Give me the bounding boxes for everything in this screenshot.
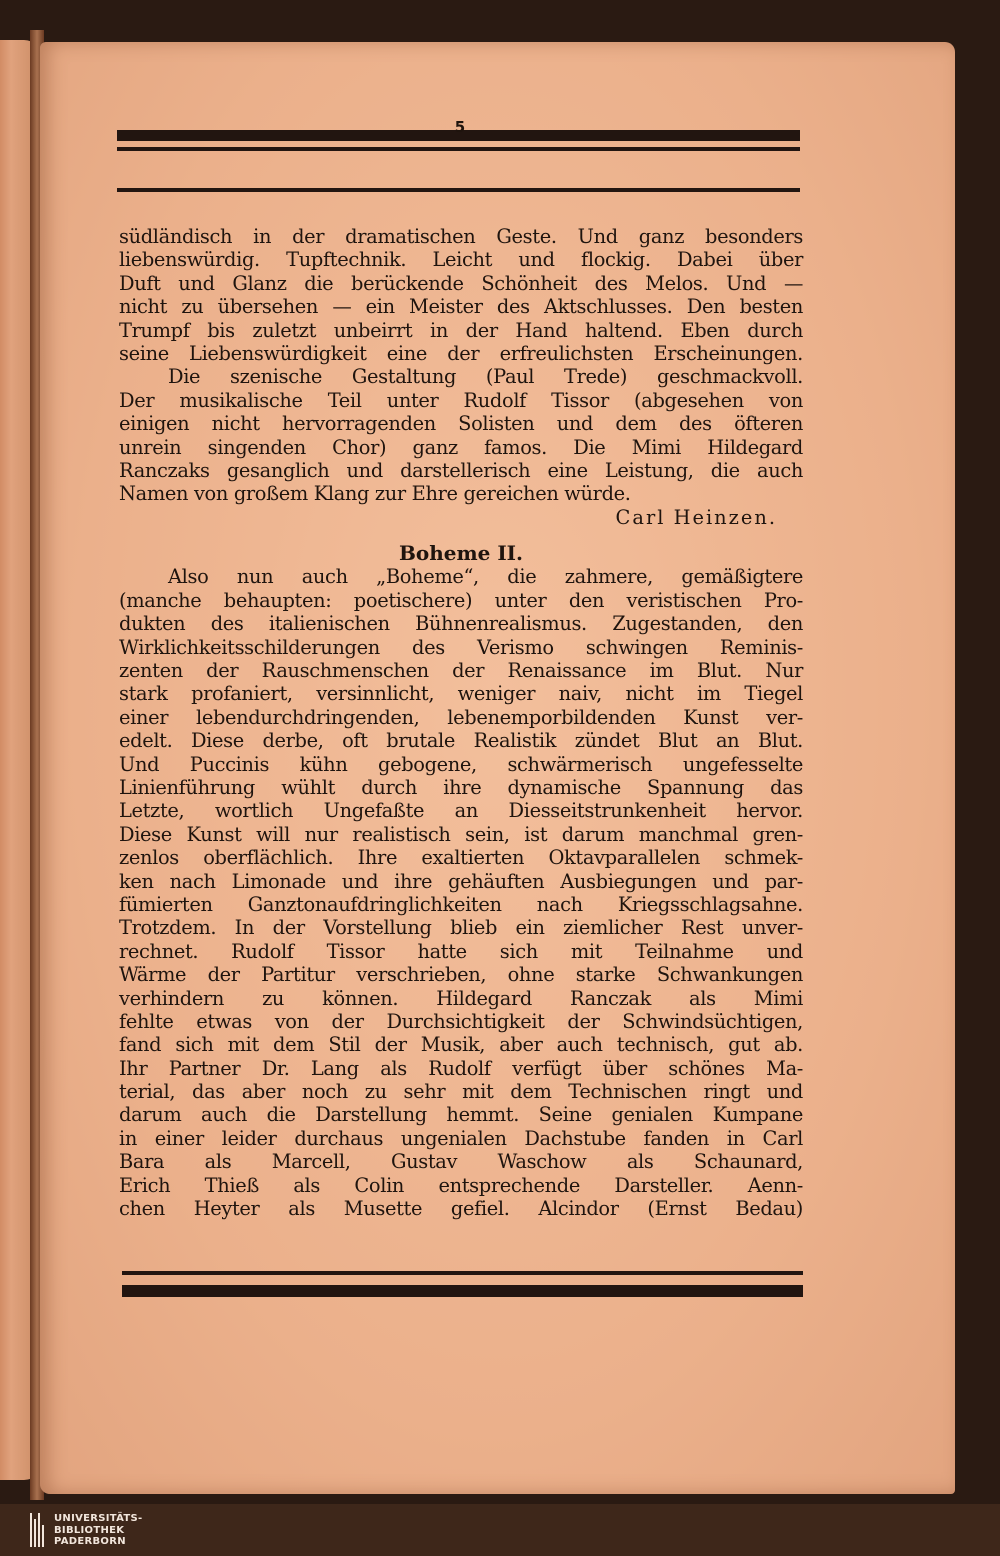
text-line: Ranczaks gesanglich und darstellerisch eine Leistung, die auch (119, 458, 803, 482)
text-line: Letzte, wortlich Ungefaßte an Diesseitstrunkenheit hervor. (119, 799, 803, 823)
text-line: nicht zu übersehen — ein Meister des Aktschlusses. Den besten (119, 295, 803, 319)
text-line: Wirklichkeitsschilderungen des Verismo schwingen Reminis- (119, 635, 803, 659)
page-number: 5 (454, 118, 466, 136)
text-line: rechnet. Rudolf Tissor hatte sich mit Teilnahme und (119, 939, 803, 963)
library-name-line: BIBLIOTHEK (54, 1524, 125, 1536)
text-line: Erich Thieß als Colin entsprechende Darsteller. Aenn- (119, 1173, 803, 1197)
text-line: in einer leider durchaus ungenialen Dachstube fanden in Carl (119, 1126, 803, 1150)
text-line: einer lebendurchdringenden, lebenemporbildenden Kunst ver- (119, 705, 803, 729)
text-line: darum auch die Darstellung hemmt. Seine genialen Kumpane (119, 1103, 803, 1127)
library-name-line: PADERBORN (54, 1536, 126, 1547)
text-line: dukten des italienischen Bühnenrealismus. Zugestanden, den (119, 612, 803, 636)
text-line: Duft und Glanz die berückende Schönheit des Melos. Und — (119, 271, 803, 295)
library-name (54, 1513, 143, 1548)
text-line: Also nun auch „Boheme“, die zahmere, gemäßigtere (168, 565, 803, 589)
text-line: Trumpf bis zuletzt unbeirrt in der Hand haltend. Eben durch (119, 318, 803, 342)
text-line: Wärme der Partitur verschrieben, ohne starke Schwankungen (119, 963, 803, 987)
text-line: ken nach Limonade und ihre gehäuften Ausbiegungen und par- (119, 869, 803, 893)
author-signature: Carl Heinzen. (615, 505, 777, 529)
text-line: einigen nicht hervorragenden Solisten und dem des öfteren (119, 412, 803, 436)
text-line: Der musikalische Teil unter Rudolf Tissor (abgesehen von (119, 388, 803, 412)
top-rule-thin-2 (117, 188, 800, 192)
text-line: edelt. Diese derbe, oft brutale Realistik zündet Blut an Blut. (119, 729, 803, 753)
text-line: chen Heyter als Musette gefiel. Alcindor (Ernst Bedau) (119, 1197, 803, 1221)
section-heading: Boheme II. (398, 541, 524, 566)
body-text (119, 225, 803, 1220)
text-line: fümierten Ganztonaufdringlichkeiten nach Kriegsschlagsahne. (119, 892, 803, 916)
text-line: Trotzdem. In der Vorstellung blieb ein ziemlicher Rest unver- (119, 916, 803, 940)
text-line: liebenswürdig. Tupftechnik. Leicht und flockig. Dabei über (119, 248, 803, 272)
text-line: Namen von großem Klang zur Ehre gereichen würde. (119, 482, 631, 506)
text-line: terial, das aber noch zu sehr mit dem Technischen ringt und (119, 1080, 803, 1104)
library-footer (0, 1504, 1000, 1556)
text-line: (manche behaupten: poetischere) unter den veristischen Pro- (119, 588, 803, 612)
text-line: verhindern zu können. Hildegard Ranczak als Mimi (119, 986, 803, 1010)
library-logo-icon (30, 1513, 44, 1547)
text-line: Die szenische Gestaltung (Paul Trede) geschmackvoll. (168, 365, 803, 389)
bottom-rule-thick (122, 1285, 803, 1297)
text-line: Bara als Marcell, Gustav Waschow als Schaunard, (119, 1150, 803, 1174)
text-line: fand sich mit dem Stil der Musik, aber auch technisch, gut ab. (119, 1033, 803, 1057)
text-line: südländisch in der dramatischen Geste. Und ganz besonders (119, 225, 803, 248)
text-line: unrein singenden Chor) ganz famos. Die Mimi Hildegard (119, 435, 803, 459)
bottom-rule-thin (122, 1271, 803, 1275)
text-line: Diese Kunst will nur realistisch sein, ist darum manchmal gren- (119, 822, 803, 846)
text-line: Linienführung wühlt durch ihre dynamische Spannung das (119, 775, 803, 799)
library-name-line: UNIVERSITÄTS- (54, 1513, 143, 1524)
text-line: Und Puccinis kühn gebogene, schwärmerisch ungefesselte (119, 752, 803, 776)
text-line: Ihr Partner Dr. Lang als Rudolf verfügt über schönes Ma- (119, 1056, 803, 1080)
text-line: seine Liebenswürdigkeit eine der erfreulichsten Erscheinungen. (119, 341, 803, 365)
top-rule-thin-1 (117, 147, 800, 151)
text-line: zenlos oberflächlich. Ihre exaltierten Oktavparallelen schmek- (119, 846, 803, 870)
text-line: stark profaniert, versinnlicht, weniger naiv, nicht im Tiegel (119, 682, 803, 706)
text-line: fehlte etwas von der Durchsichtigkeit der Schwindsüchtigen, (119, 1009, 803, 1033)
text-line: zenten der Rauschmenschen der Renaissance im Blut. Nur (119, 659, 803, 683)
